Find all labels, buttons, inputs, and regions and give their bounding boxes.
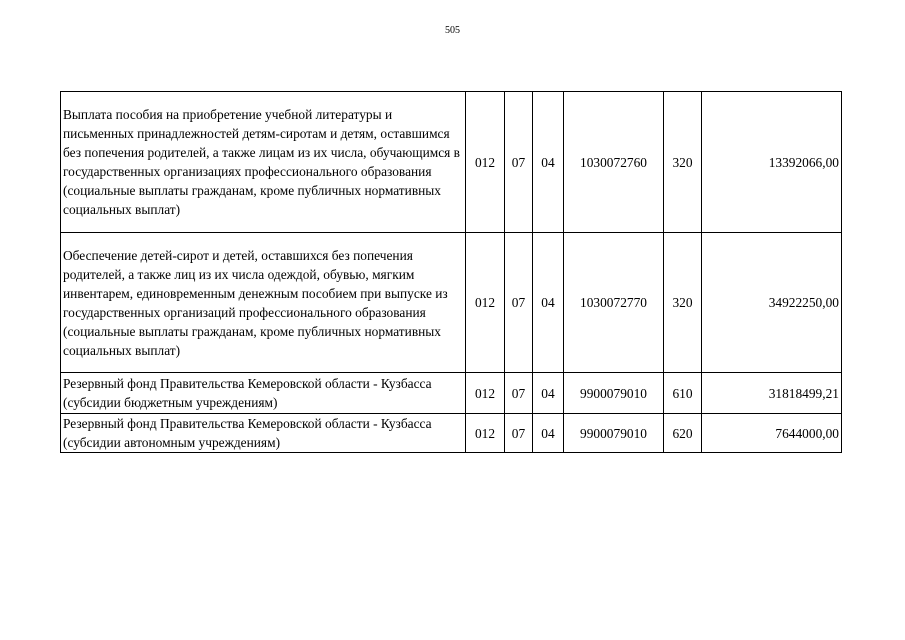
expense-type-code: 320 — [664, 92, 702, 233]
subsection-code: 04 — [533, 414, 564, 453]
ministry-code: 012 — [466, 373, 505, 414]
table-row — [61, 92, 842, 233]
row-description: Резервный фонд Правительства Кемеровской области - Кузбасса (субсидии автономным учреждениям) — [61, 414, 466, 453]
row-description: Обеспечение детей-сирот и детей, оставшихся без попечения родителей, а также лиц из их числа одеждой, обувью, мягким инвентарем, единовременным денежным пособием при выпуске из государственных организаций профессионального образования (социальные выплаты гражданам, кроме публичных нормативных социальных выплат) — [61, 233, 466, 373]
row-description: Резервный фонд Правительства Кемеровской области - Кузбасса (субсидии бюджетным учреждениям) — [61, 373, 466, 414]
target-article-code: 9900079010 — [564, 414, 664, 453]
expense-type-code: 620 — [664, 414, 702, 453]
amount: 31818499,21 — [702, 373, 842, 414]
expense-type-code: 320 — [664, 233, 702, 373]
row-description: Выплата пособия на приобретение учебной литературы и письменных принадлежностей детям-сиротам и детям, оставшимся без попечения родителей, а также лицам из их числа, обучающимся в государственных организациях профессионального образования (социальные выплаты гражданам, кроме публичных нормативных социальных выплат) — [61, 92, 466, 233]
amount: 7644000,00 — [702, 414, 842, 453]
subsection-code: 04 — [533, 233, 564, 373]
table-row — [61, 233, 842, 373]
page-number: 505 — [445, 25, 460, 36]
ministry-code: 012 — [466, 233, 505, 373]
subsection-code: 04 — [533, 373, 564, 414]
budget-table — [60, 91, 842, 453]
table-row — [61, 414, 842, 453]
subsection-code: 04 — [533, 92, 564, 233]
target-article-code: 1030072760 — [564, 92, 664, 233]
section-code: 07 — [505, 92, 533, 233]
amount: 13392066,00 — [702, 92, 842, 233]
section-code: 07 — [505, 373, 533, 414]
amount: 34922250,00 — [702, 233, 842, 373]
target-article-code: 1030072770 — [564, 233, 664, 373]
ministry-code: 012 — [466, 414, 505, 453]
target-article-code: 9900079010 — [564, 373, 664, 414]
section-code: 07 — [505, 233, 533, 373]
ministry-code: 012 — [466, 92, 505, 233]
expense-type-code: 610 — [664, 373, 702, 414]
table-row — [61, 373, 842, 414]
section-code: 07 — [505, 414, 533, 453]
